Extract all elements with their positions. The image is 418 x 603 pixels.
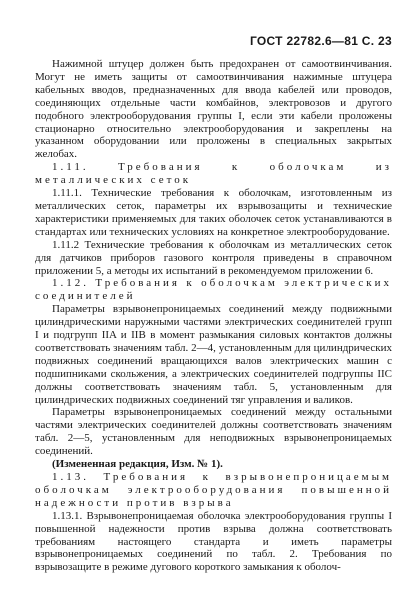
- paragraph-1-11-2: 1.11.2 Технические требования к оболочкам из металлических сеток для датчиков приборов газового контроля приведены в справочном приложении 5, а методы их испытаний в рекомендуемом приложении 6.: [35, 238, 392, 277]
- paragraph-connectors-moving: Параметры взрывонепроницаемых соединений между подвижными цилиндрическими наружными частями электрических соединителей групп I и подгрупп IIA и IIB в момент размыкания силовых контактов должны соответствовать значениям табл. 2—4, установленным для цилиндрических подвижных соединений вращающихся валов электрических машин с подшипниками скольжения, а электрических соединителей подгруппы IIC должны соответствовать значениям табл. 5, установленным для цилиндрических подвижных соединений тяг управления и валиков.: [35, 303, 392, 406]
- paragraph-connectors-fixed: Параметры взрывонепроницаемых соединений между остальными частями электрических соединителей должны соответствовать значениям табл. 2—5, установленным для неподвижных взрывонепроницаемых соединений.: [35, 406, 392, 458]
- paragraph-nozzle: Нажимной штуцер должен быть предохранен от самоотвинчивания. Могут не иметь защиты от самоотвинчивания нажимные штуцера кабельных вводов, предназначенных для ввода кабелей или проводов, соединяющих отдельные части комбайнов, электровозов и другого подобного электрооборудования группы I, если эти кабели проложены стационарно относительно электрооборудования и закреплены на указанном оборудовании или проложены в специальных закрытых желобах.: [35, 58, 392, 161]
- section-heading-1-13: 1.13. Требования к взрывонепроницаемым оболочкам электрооборудования повышенной надежности против взрыва: [35, 471, 392, 509]
- section-heading-1-11: 1.11. Требования к оболочкам из металлических сеток: [35, 161, 392, 187]
- page-header: ГОСТ 22782.6—81 С. 23: [249, 34, 392, 48]
- document-body: [35, 58, 392, 574]
- amendment-note: (Измененная редакция, Изм. № 1).: [52, 458, 223, 471]
- paragraph-1-13-1: 1.13.1. Взрывонепроницаемая оболочка электрооборудования группы I повышенной надежности против взрыва должна соответствовать требованиям настоящего стандарта и иметь параметры взрывонепроницаемых соединений по табл. 2. Требования по взрывозащите в режиме дугового короткого замыкания к оболоч-: [35, 509, 392, 574]
- paragraph-1-11-1: 1.11.1. Технические требования к оболочкам, изготовленным из металлических сеток, параметры их взрывозащиты и технические характеристики применяемых для таких оболочек сеток устанавливаются в стандартах или технических условиях на конкретное электрооборудование.: [35, 187, 392, 238]
- section-heading-1-12: 1.12. Требования к оболочкам электрических соединителей: [35, 277, 392, 303]
